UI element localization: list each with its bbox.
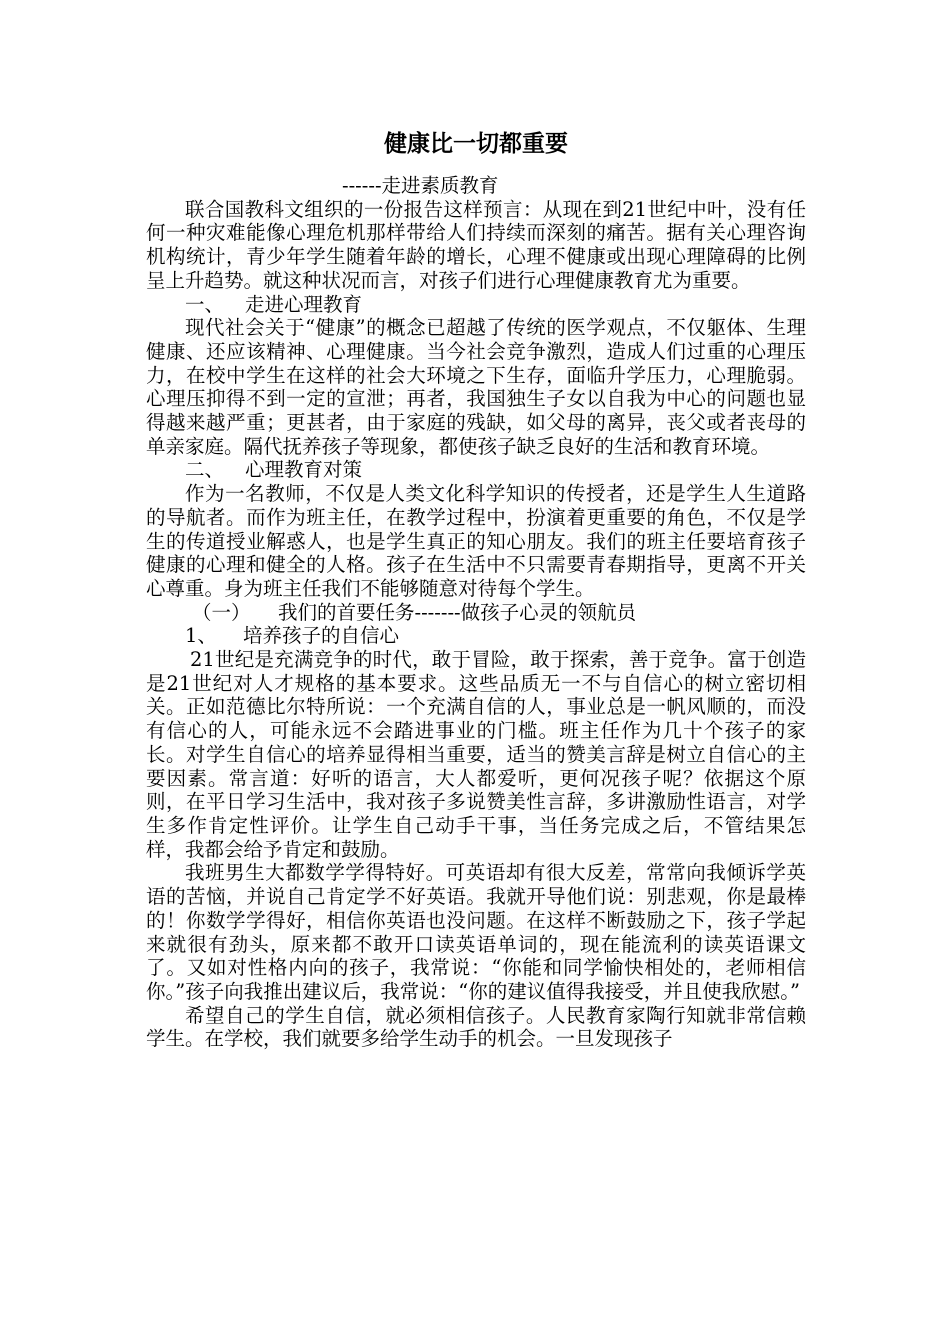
document-subtitle: ------走进素质教育 [342, 174, 499, 197]
item-number: 1、 [185, 624, 217, 648]
intro-paragraph: 联合国教科文组织的一份报告这样预言：从现在到21世纪中叶，没有任何一种灾难能像心理危机那样带给人们持续而深刻的痛苦。据有关心理咨询机构统计，青少年学生随着年龄的增长，心理不健康或出现心理障碍的比例呈上升趋势。就这种状况而言，对孩子们进行心理健康教育尤为重要。 [146, 197, 806, 292]
body-paragraph-1: 21世纪是充满竞争的时代，敢于冒险，敢于探索，善于竞争。富于创造是21世纪对人才规格的基本要求。这些品质无一不与自信心的树立密切相关。正如范德比尔特所说：一个充满自信的人，事业总是一帆风顺的，而没有信心的人，可能永远不会踏进事业的门槛。班主任作为几十个孩子的家长。对学生自信心的培养显得相当重要，适当的赞美言辞是树立自信心的主要因素。常言道：好听的语言，大人都爱听，更何况孩子呢？依据这个原则，在平日学习生活中，我对孩子多说赞美性言辞，多讲激励性语言，对学生多作肯定性评价。让学生自己动手干事，当任务完成之后，不管结果怎样，我都会给予肯定和鼓励。 [146, 648, 806, 861]
section-title: 心理教育对策 [245, 458, 363, 482]
section-heading-1 [146, 293, 806, 317]
section-1-paragraph: 现代社会关于“健康”的概念已超越了传统的医学观点，不仅躯体、生理健康、还应该精神、心理健康。当今社会竞争激烈，造成人们过重的心理压力，在校中学生在这样的社会大环境之下生存，面临升学压力，心理脆弱。心理压抑得不到一定的宣泄；再者，我国独生子女以自我为中心的问题也显得越来越严重；更甚者，由于家庭的残缺，如父母的离异，丧父或者丧母的单亲家庭。隔代抚养孩子等现象，都使孩子缺乏良好的生活和教育环境。 [146, 316, 806, 458]
document-body [146, 128, 806, 1051]
document-title: 健康比一切都重要 [384, 131, 568, 157]
body-paragraph-2: 我班男生大都数学学得特好。可英语却有很大反差，常常向我倾诉学英语的苦恼，并说自己肯定学不好英语。我就开导他们说：别悲观，你是最棒的！你数学学得好，相信你英语也没问题。在这样不断鼓励之下，孩子学起来就很有劲头，原来都不敢开口读英语单词的，现在能流利的读英语课文了。又如对性格内向的孩子，我常说：“你能和同学愉快相处的，老师相信你。”孩子向我推出建议后，我常说：“你的建议值得我接受，并且使我欣慰。” [146, 861, 806, 1003]
subsection-number: （一） [192, 600, 251, 624]
section-title: 走进心理教育 [245, 292, 363, 316]
item-title: 培养孩子的自信心 [243, 624, 400, 648]
item-heading-1 [146, 624, 806, 648]
section-number: 二、 [185, 458, 225, 482]
body-paragraph-3: 希望自己的学生自信，就必须相信孩子。人民教育家陶行知就非常信赖学生。在学校，我们就要多给学生动手的机会。一旦发现孩子 [146, 1003, 806, 1051]
section-heading-2 [146, 458, 806, 482]
subsection-heading-1 [146, 601, 806, 625]
subsection-title: 我们的首要任务-------做孩子心灵的领航员 [278, 600, 637, 624]
section-number: 一、 [185, 292, 225, 316]
section-2-paragraph: 作为一名教师，不仅是人类文化科学知识的传授者，还是学生人生道路的导航者。而作为班主任，在教学过程中，扮演着更重要的角色，不仅是学生的传道授业解惑人，也是学生真正的知心朋友。我们的班主任要培育孩子健康的心理和健全的人格。孩子在生活中不只需要青春期指导，更离不开关心尊重。身为班主任我们不能够随意对待每个学生。 [146, 482, 806, 600]
